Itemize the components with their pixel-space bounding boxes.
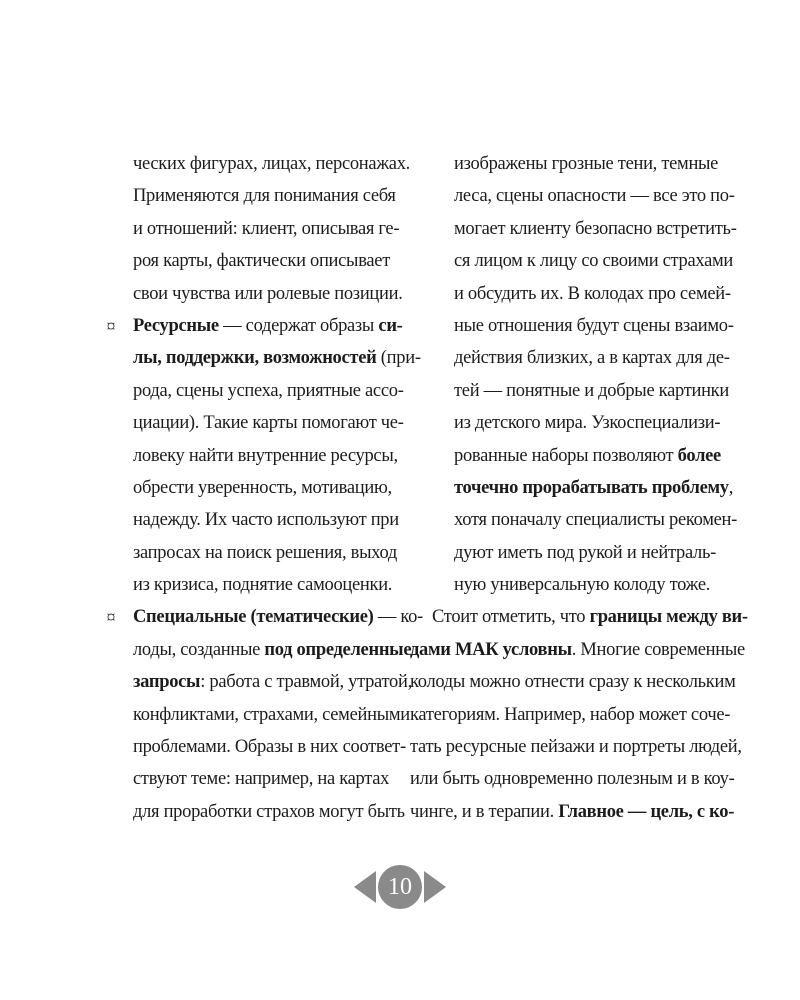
bullet-special-cards	[106, 601, 423, 828]
text-line: ся лицом к лицу со своими страхами	[454, 251, 734, 272]
text-line: ствуют теме: например, на картах	[133, 769, 390, 790]
left-column	[106, 148, 423, 828]
paragraph-intro	[133, 148, 410, 310]
emphasis: запросы	[133, 672, 201, 693]
text-line	[410, 634, 745, 666]
text-span: . Многие современные	[571, 639, 745, 660]
text-line: циации). Такие карты помогают че-	[133, 413, 404, 434]
emphasis: дами МАК условны	[410, 639, 572, 660]
arrow-left-icon	[354, 871, 376, 903]
text-line: Применяются для понимания себя	[133, 186, 396, 207]
emphasis: более	[677, 445, 721, 466]
page-number-footer	[348, 857, 452, 917]
emphasis: лы, поддержки, возможностей	[133, 348, 377, 369]
text-line: дуют иметь под рукой и нейтраль-	[454, 542, 716, 563]
text-span: — ко-	[373, 607, 423, 628]
text-line: ловеку найти внутренние ресурсы,	[133, 445, 398, 466]
bullet-icon: ¤	[106, 607, 116, 628]
text-line	[454, 440, 721, 472]
emphasis: точечно прорабатывать проблему	[454, 477, 729, 498]
text-line: проблемами. Образы в них соответ-	[133, 737, 406, 758]
text-span: : работа с травмой, утратой,	[200, 672, 412, 693]
text-line	[410, 796, 735, 828]
emphasis: под определенные	[264, 639, 412, 660]
term-resource: Ресурсные	[133, 315, 219, 336]
text-line: тей — понятные и добрые картинки	[454, 380, 729, 401]
emphasis: границы между ви-	[589, 607, 748, 628]
text-line: ческих фигурах, лицах, персонажах.	[133, 154, 410, 174]
text-line: колоды можно отнести сразу к нескольким	[410, 672, 736, 693]
text-line: тать ресурсные пейзажи и портреты людей,	[410, 737, 742, 758]
text-line: ную универсальную колоду тоже.	[454, 575, 711, 596]
text-line: надежду. Их часто используют при	[133, 510, 399, 531]
text-line	[133, 342, 421, 374]
text-line: действия близких, а в картах для де-	[454, 348, 730, 369]
text-line	[410, 601, 748, 633]
text-line	[133, 601, 423, 633]
text-line: для проработки страхов могут быть	[133, 801, 405, 822]
text-line: ные отношения будут сцены взаимо-	[454, 315, 734, 336]
text-line: категориям. Например, набор может соче-	[410, 704, 731, 725]
text-line: запросах на поиск решения, выход	[133, 542, 397, 563]
text-line: или быть одновременно полезным и в коу-	[410, 769, 735, 790]
emphasis: Главное — цель, с ко-	[558, 801, 735, 822]
text-line: и отношений: клиент, описывая ге-	[133, 218, 400, 239]
text-line: могает клиенту безопасно встретить-	[454, 218, 737, 239]
text-line: леса, сцены опасности — все это по-	[454, 186, 735, 207]
text-line: изображены грозные тени, темные	[454, 154, 719, 174]
text-line	[133, 634, 412, 666]
term-special: Специальные (тематические)	[133, 607, 374, 628]
arrow-right-icon	[424, 871, 446, 903]
paragraph-continued	[454, 148, 738, 601]
text-line: роя карты, фактически описывает	[133, 251, 390, 272]
text-line	[454, 472, 734, 504]
bullet-icon: ¤	[106, 315, 116, 336]
text-span: рованные наборы позволяют	[454, 445, 678, 466]
emphasis: си-	[378, 315, 403, 336]
text-line: хотя поначалу специалисты рекомен-	[454, 510, 738, 531]
bullet-resource-cards	[106, 310, 421, 602]
text-line: из детского мира. Узкоспециализи-	[454, 413, 721, 434]
text-line: и обсудить их. В колодах про семей-	[454, 283, 731, 304]
text-span: (при-	[376, 348, 421, 369]
text-line	[133, 310, 403, 342]
page-number: 10	[378, 865, 422, 909]
text-line	[133, 666, 412, 698]
text-span: ,	[728, 477, 734, 498]
right-column	[410, 148, 748, 828]
text-span: Стоит отметить, что	[432, 607, 590, 628]
text-line: рода, сцены успеха, приятные ассо-	[133, 380, 404, 401]
text-span: лоды, созданные	[133, 639, 265, 660]
text-span: — содержат образы	[218, 315, 379, 336]
text-line: свои чувства или ролевые позиции.	[133, 283, 403, 304]
text-line: конфликтами, страхами, семейными	[133, 704, 410, 725]
text-line: из кризиса, поднятие самооценки.	[133, 575, 393, 596]
paragraph-borders	[410, 601, 748, 828]
text-line: обрести уверенность, мотивацию,	[133, 477, 392, 498]
text-span: чинге, и в терапии.	[410, 801, 559, 822]
